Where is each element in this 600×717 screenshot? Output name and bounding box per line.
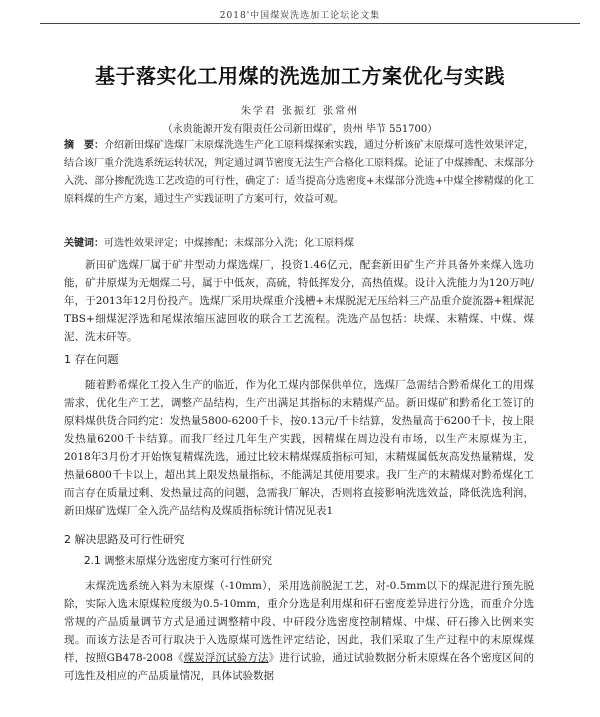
keywords-text: 可选性效果评定；中煤掺配；末煤部分入洗；化工原料煤 <box>104 238 354 249</box>
section-2-heading: 2 解决思路及可行性研究 <box>64 533 185 546</box>
standard-reference: 煤炭浮沉试验方法 <box>183 652 269 664</box>
affiliation: （永贵能源开发有限责任公司新田煤矿，贵州 毕节 551700） <box>162 124 438 135</box>
intro-paragraph: 新田矿选煤厂属于矿井型动力煤选煤厂，投资1.46亿元，配套新田矿生产并具备外来煤入选功能，矿井原煤为无烟煤二号，属于中低灰，高硫，特低挥发分，高热值煤。设计入洗能力为120万吨/年，于2013年12月份投产。选煤厂采用块煤重介浅槽+末煤脱泥无压给料三产品重介旋流器+粗煤泥TBS+细煤泥浮选和尾煤浓缩压滤回收的联合工艺流程。洗选产品包括：块煤、末精煤、中煤、煤泥、洗末矸等。 <box>64 259 534 343</box>
authors: 朱学君 张振红 张常州 <box>240 106 360 117</box>
keywords <box>64 236 534 252</box>
section-1-paragraph: 随着黔希煤化工投入生产的临近，作为化工煤内部保供单位，选煤厂急需结合黔希煤化工的用煤需求，优化生产工艺，调整产品结构，生产出满足其指标的末精煤产品。新田煤矿和黔希化工签订的原料煤供货合同约定：发热量5800-6200千卡，按0.13元/千卡结算，发热量高于6200千卡，按上限发热量6200千卡结算。而我厂经过几年生产实践，因精煤在周边没有市场，以生产末原煤为主，2018年3月份才开始恢复精煤洗选，通过比较末精煤煤质指标可知，末精煤属低灰高发热量精煤，发热量6800千卡以上，超出其上限发热量指标，不能满足其使用要求。我厂生产的末精煤对黔希煤化工而言存在质量过剩、发热量过高的问题，急需我厂解决，否则将直接影响洗选效益，降低洗选利润，新田煤矿选煤厂全入洗产品结构及煤质指标统计情况见表1 <box>64 379 534 517</box>
header-rule <box>40 23 580 24</box>
section-2-1-paragraph <box>64 577 534 685</box>
section-1-heading: 1 存在问题 <box>64 353 119 366</box>
abstract-label: 摘 要： <box>64 140 104 151</box>
paper-title: 基于落实化工用煤的洗选加工方案优化与实践 <box>95 64 505 88</box>
running-head: 2018'中国煤炭洗选加工论坛论文集 <box>219 11 381 21</box>
abstract-text: 介绍新田煤矿选煤厂末原煤洗选生产化工原料煤探索实践，通过分析该矿末原煤可选性效果评定，结合该厂重介洗选系统运转状况，判定通过调节密度无法生产合格化工原料煤。论证了中煤掺配、末煤部分入洗、部分掺配洗选工艺改造的可行性，确定了：适当提高分选密度+末煤部分洗选+中煤全掺精煤的化工原料煤的生产方案，通过生产实践证明了方案可行，效益可观。 <box>64 140 534 205</box>
section-2-1-heading: 2.1 调整末原煤分选密度方案可行性研究 <box>84 555 273 567</box>
paragraph-text-after-ref: 》进行试验，通过试验数据分析末原煤在各个密度区间的可选性及相应的产品质量情况，具体试验数据 <box>64 652 534 682</box>
paragraph-text-before-ref: 末煤洗选系统入料为末原煤（-10mm），采用选前脱泥工艺，对-0.5mm以下的煤泥进行预先脱除，实际入选末原煤粒度级为0.5-10mm，重介分选是利用煤和矸石密度差异进行分选，而重介分选常规的产品质量调节方式是通过调整精中段、中矸段分选密度控制精煤、中煤、矸石掺入比例来实现。而该方法是否可行取决于入选原煤可选性评定结论，因此，我们采取了生产过程中的末原煤煤样，按照GB478-2008《 <box>64 580 534 664</box>
keywords-label: 关键词： <box>64 238 104 249</box>
abstract <box>64 137 534 209</box>
